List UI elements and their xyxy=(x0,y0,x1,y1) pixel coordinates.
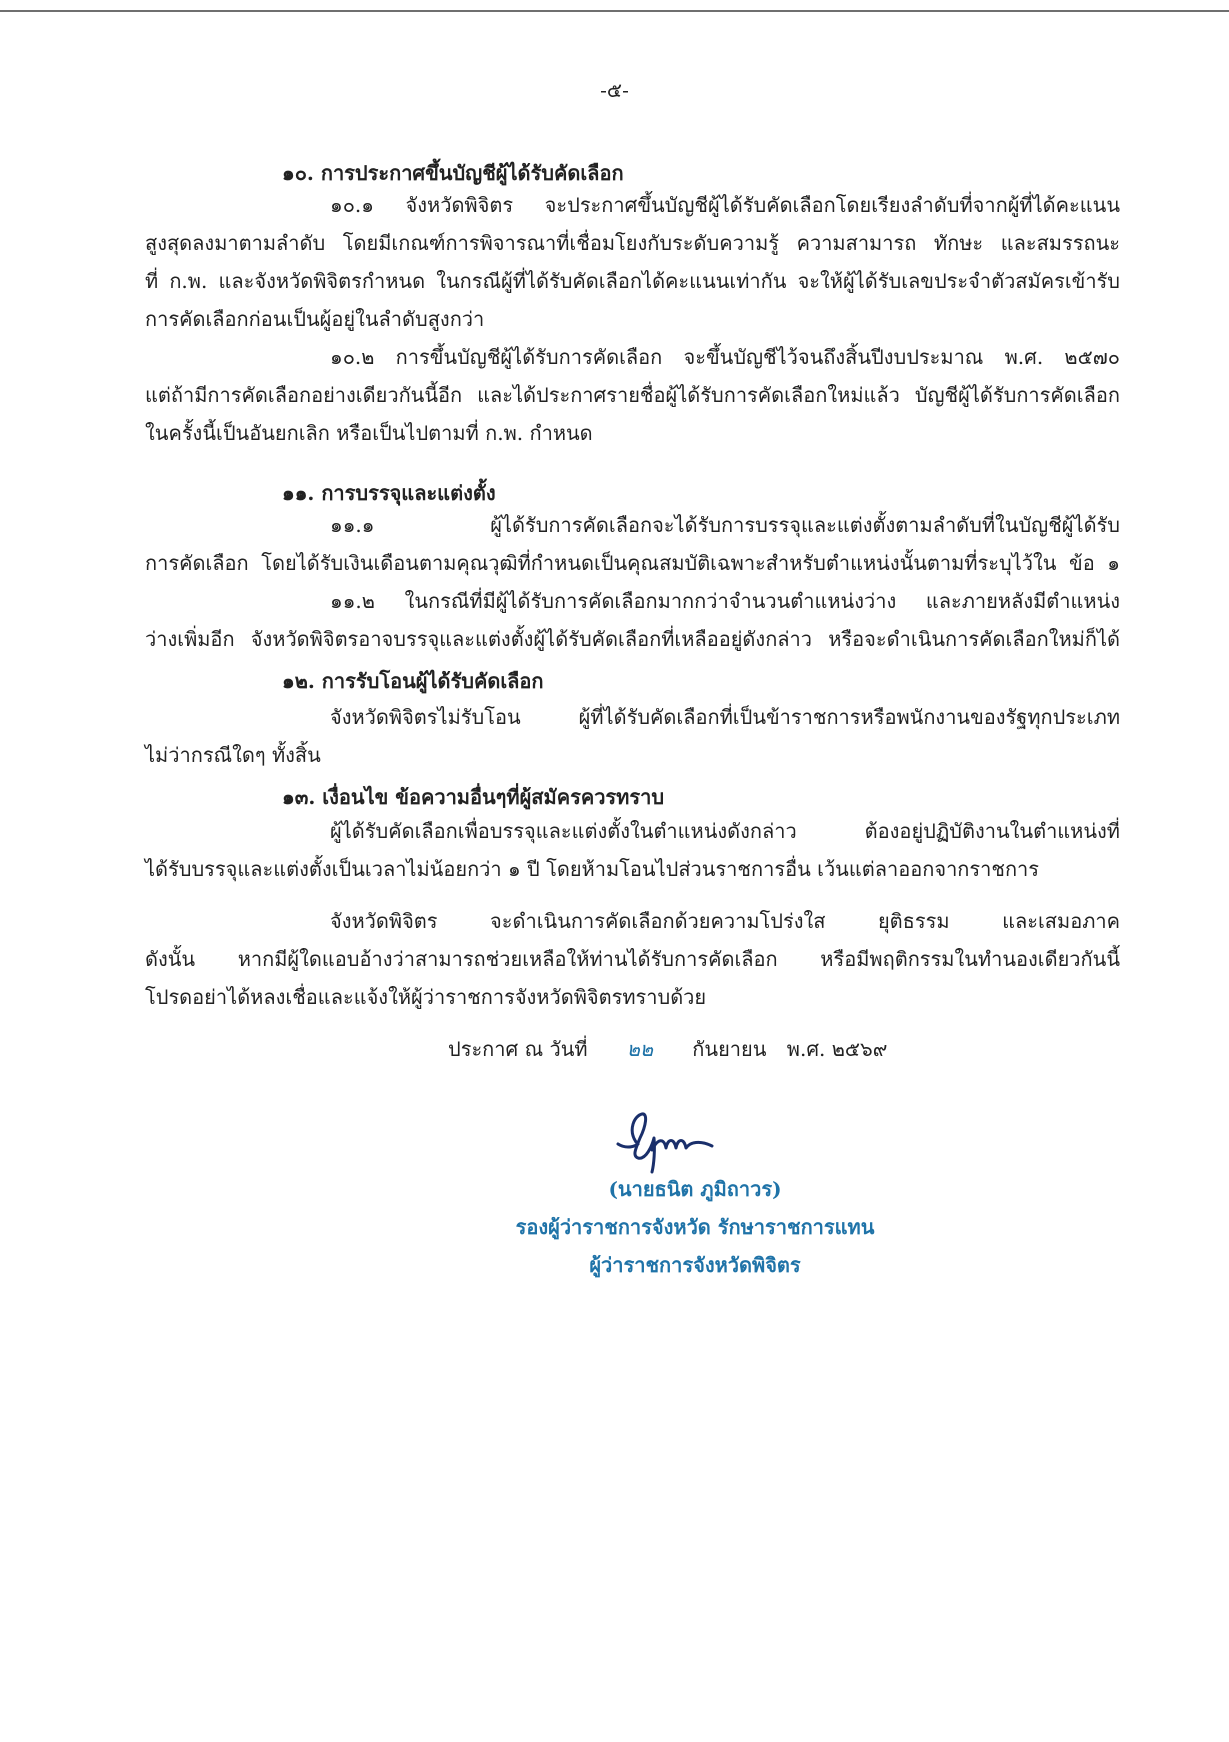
announcement-date xyxy=(448,1034,887,1064)
signature xyxy=(608,1108,718,1178)
announcement-day: ๒๒ xyxy=(626,1037,654,1061)
signatory-position-2: ผู้ว่าราชการจังหวัดพิจิตร xyxy=(589,1253,801,1277)
top-rule xyxy=(0,10,1229,12)
section-12-line-2: ไม่ว่ากรณีใดๆ ทั้งสิ้น xyxy=(145,743,321,767)
page-number: -๕- xyxy=(600,78,629,102)
section-11-2-line-1: ๑๑.๒ ในกรณีที่มีผู้ได้รับการคัดเลือกมากกว่าจำนวนตำแหน่งว่าง และภายหลังมีตำแหน่ง xyxy=(330,589,1120,613)
section-10-2-line-1: ๑๐.๒ การขึ้นบัญชีผู้ได้รับการคัดเลือก จะขึ้นบัญชีไว้จนถึงสิ้นปีงบประมาณ พ.ศ. ๒๕๗๐ xyxy=(330,345,1120,369)
section-13-2-line-1: จังหวัดพิจิตร จะดำเนินการคัดเลือกด้วยความโปร่งใส ยุติธรรม และเสมอภาค xyxy=(330,909,1120,933)
announcement-prefix: ประกาศ ณ วันที่ xyxy=(448,1037,588,1061)
signatory-position-1: รองผู้ว่าราชการจังหวัด รักษาราชการแทน xyxy=(515,1215,875,1239)
announcement-month: กันยายน xyxy=(692,1037,767,1061)
section-11-1-line-2: การคัดเลือก โดยได้รับเงินเดือนตามคุณวุฒิที่กำหนดเป็นคุณสมบัติเฉพาะสำหรับตำแหน่งนั้นตามที่ระบุไว้ใน ข้อ ๑ xyxy=(145,551,1120,575)
section-11-1-line-1: ๑๑.๑ ผู้ได้รับการคัดเลือกจะได้รับการบรรจุและแต่งตั้งตามลำดับที่ในบัญชีผู้ได้รับ xyxy=(330,513,1120,537)
section-13-1-line-1: ผู้ได้รับคัดเลือกเพื่อบรรจุและแต่งตั้งในตำแหน่งดังกล่าว ต้องอยู่ปฏิบัติงานในตำแหน่งที่ xyxy=(330,819,1120,843)
section-12-line-1: จังหวัดพิจิตรไม่รับโอน ผู้ที่ได้รับคัดเลือกที่เป็นข้าราชการหรือพนักงานของรัฐทุกประเภท xyxy=(330,705,1120,729)
announcement-year: พ.ศ. ๒๕๖๙ xyxy=(786,1037,888,1061)
section-10-1-line-2: สูงสุดลงมาตามลำดับ โดยมีเกณฑ์การพิจารณาที่เชื่อมโยงกับระดับความรู้ ความสามารถ ทักษะ และสมรรถนะ xyxy=(145,231,1120,255)
section-10-2-line-3: ในครั้งนี้เป็นอันยกเลิก หรือเป็นไปตามที่ ก.พ. กำหนด xyxy=(145,421,593,445)
section-10-2-line-2: แต่ถ้ามีการคัดเลือกอย่างเดียวกันนี้อีก และได้ประกาศรายชื่อผู้ได้รับการคัดเลือกใหม่แล้ว บัญชีผู้ได้รับการคัดเลือก xyxy=(145,383,1120,407)
section-10-1-line-4: การคัดเลือกก่อนเป็นผู้อยู่ในลำดับสูงกว่า xyxy=(145,307,485,331)
section-11-heading: ๑๑. การบรรจุและแต่งตั้ง xyxy=(282,481,496,505)
section-13-1-line-2: ได้รับบรรจุและแต่งตั้งเป็นเวลาไม่น้อยกว่า ๑ ปี โดยห้ามโอนไปส่วนราชการอื่น เว้นแต่ลาออกจากราชการ xyxy=(145,857,1040,881)
section-11-2-line-2: ว่างเพิ่มอีก จังหวัดพิจิตรอาจบรรจุและแต่งตั้งผู้ได้รับคัดเลือกที่เหลืออยู่ดังกล่าว หรือจะดำเนินการคัดเลือกใหม่ก็ได้ xyxy=(145,627,1120,651)
section-13-heading: ๑๓. เงื่อนไข ข้อความอื่นๆที่ผู้สมัครควรทราบ xyxy=(282,785,665,809)
signatory-block xyxy=(480,1170,910,1284)
section-10-1-line-3: ที่ ก.พ. และจังหวัดพิจิตรกำหนด ในกรณีผู้ที่ได้รับคัดเลือกได้คะแนนเท่ากัน จะให้ผู้ได้รับเลขประจำตัวสมัครเข้ารับ xyxy=(145,269,1120,293)
section-10-heading: ๑๐. การประกาศขึ้นบัญชีผู้ได้รับคัดเลือก xyxy=(282,161,624,185)
section-12-heading: ๑๒. การรับโอนผู้ได้รับคัดเลือก xyxy=(282,669,544,693)
section-13-2-line-2: ดังนั้น หากมีผู้ใดแอบอ้างว่าสามารถช่วยเหลือให้ท่านได้รับการคัดเลือก หรือมีพฤติกรรมในทำนองเดียวกันนี้ xyxy=(145,947,1120,971)
section-13-2-line-3: โปรดอย่าได้หลงเชื่อและแจ้งให้ผู้ว่าราชการจังหวัดพิจิตรทราบด้วย xyxy=(145,985,707,1009)
signatory-name: (นายธนิต ภูมิถาวร) xyxy=(608,1177,782,1201)
section-10-1-line-1: ๑๐.๑ จังหวัดพิจิตร จะประกาศขึ้นบัญชีผู้ได้รับคัดเลือกโดยเรียงลำดับที่จากผู้ที่ได้คะแนน xyxy=(330,193,1120,217)
